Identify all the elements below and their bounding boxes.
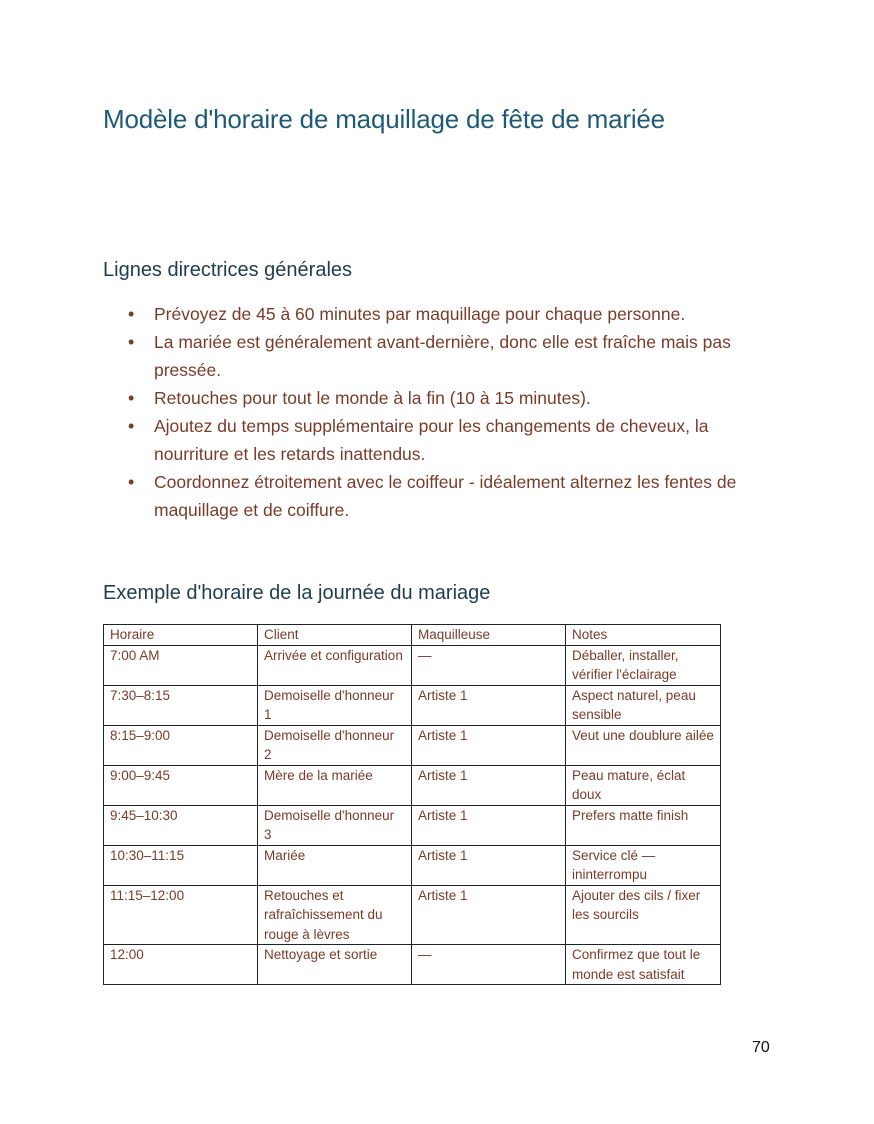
cell-notes: Peau mature, éclat doux — [566, 765, 721, 805]
cell-time: 10:30–11:15 — [104, 845, 258, 885]
cell-artist: Artiste 1 — [412, 805, 566, 845]
cell-client: Nettoyage et sortie — [258, 945, 412, 985]
table-row — [104, 725, 721, 765]
cell-client: Mariée — [258, 845, 412, 885]
list-item — [123, 384, 783, 412]
bullet-icon: • — [128, 416, 135, 436]
cell-client: Demoiselle d'honneur 3 — [258, 805, 412, 845]
guidelines-heading: Lignes directrices générales — [103, 259, 353, 281]
list-item-text: Coordonnez étroitement avec le coiffeur - idéalement alternez les fentes de maquillage et de coiffure. — [154, 472, 737, 520]
list-item-text: Retouches pour tout le monde à la fin (10 à 15 minutes). — [154, 388, 591, 408]
cell-artist: Artiste 1 — [412, 885, 566, 945]
schedule-heading: Exemple d'horaire de la journée du mariage — [103, 582, 491, 604]
list-item-text: La mariée est généralement avant-dernière, donc elle est fraîche mais pas pressée. — [154, 332, 731, 380]
table-row — [104, 885, 721, 945]
cell-notes: Déballer, installer, vérifier l'éclairage — [566, 645, 721, 685]
bullet-icon: • — [128, 332, 135, 352]
table-header-row — [104, 625, 721, 646]
cell-time: 9:45–10:30 — [104, 805, 258, 845]
cell-time: 11:15–12:00 — [104, 885, 258, 945]
cell-client: Demoiselle d'honneur 1 — [258, 685, 412, 725]
table-row — [104, 805, 721, 845]
bullet-icon: • — [128, 388, 135, 408]
cell-notes: Aspect naturel, peau sensible — [566, 685, 721, 725]
table-row — [104, 845, 721, 885]
page-number: 70 — [752, 1039, 770, 1056]
cell-artist: Artiste 1 — [412, 725, 566, 765]
table-row — [104, 765, 721, 805]
bullet-icon: • — [128, 472, 135, 492]
table-row — [104, 645, 721, 685]
page-title: Modèle d'horaire de maquillage de fête de mariée — [103, 104, 665, 134]
list-item — [123, 328, 783, 384]
cell-artist: Artiste 1 — [412, 845, 566, 885]
column-header: Maquilleuse — [412, 625, 566, 646]
column-header: Horaire — [104, 625, 258, 646]
cell-notes: Confirmez que tout le monde est satisfait — [566, 945, 721, 985]
schedule-table — [103, 624, 721, 985]
cell-artist: Artiste 1 — [412, 765, 566, 805]
list-item — [123, 300, 783, 328]
table-row — [104, 945, 721, 985]
bullet-icon: • — [128, 304, 135, 324]
cell-artist: — — [412, 945, 566, 985]
cell-time: 12:00 — [104, 945, 258, 985]
cell-client: Demoiselle d'honneur 2 — [258, 725, 412, 765]
cell-notes: Ajouter des cils / fixer les sourcils — [566, 885, 721, 945]
cell-client: Mère de la mariée — [258, 765, 412, 805]
column-header: Notes — [566, 625, 721, 646]
cell-time: 8:15–9:00 — [104, 725, 258, 765]
column-header: Client — [258, 625, 412, 646]
cell-notes: Prefers matte finish — [566, 805, 721, 845]
cell-artist: Artiste 1 — [412, 685, 566, 725]
cell-client: Arrivée et configuration — [258, 645, 412, 685]
cell-notes: Veut une doublure ailée — [566, 725, 721, 765]
cell-client: Retouches et rafraîchissement du rouge à lèvres — [258, 885, 412, 945]
cell-notes: Service clé — ininterrompu — [566, 845, 721, 885]
cell-time: 7:30–8:15 — [104, 685, 258, 725]
guidelines-list — [123, 300, 783, 524]
list-item-text: Prévoyez de 45 à 60 minutes par maquillage pour chaque personne. — [154, 304, 686, 324]
list-item — [123, 412, 783, 468]
cell-artist: — — [412, 645, 566, 685]
cell-time: 7:00 AM — [104, 645, 258, 685]
list-item — [123, 468, 783, 524]
cell-time: 9:00–9:45 — [104, 765, 258, 805]
list-item-text: Ajoutez du temps supplémentaire pour les changements de cheveux, la nourriture et les retards inattendus. — [154, 416, 709, 464]
table-row — [104, 685, 721, 725]
